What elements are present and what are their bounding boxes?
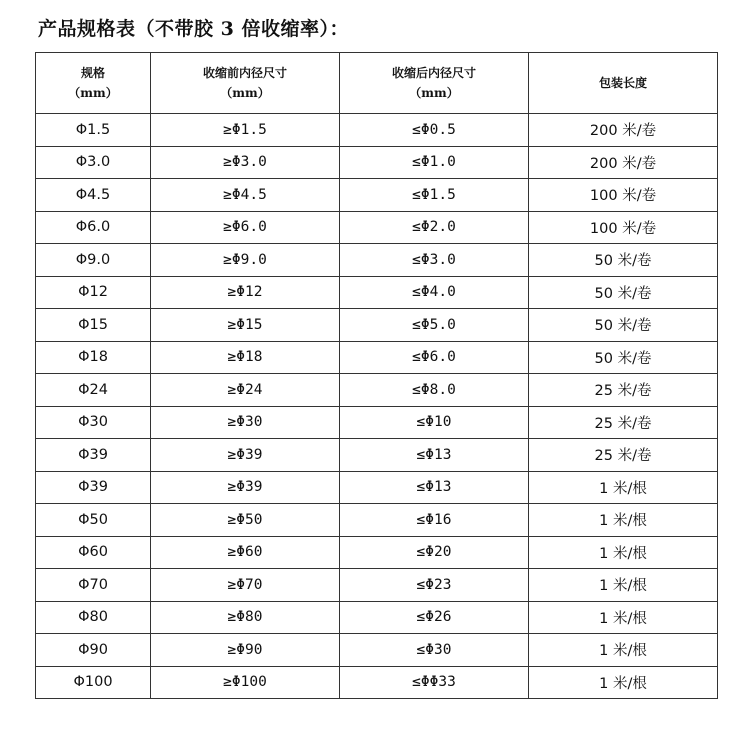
pack-length-cell: 200 米/卷 (529, 146, 718, 179)
header-spec-label: 规格 (80, 66, 105, 80)
header-before (151, 53, 340, 114)
before-size-cell: ≥Φ100 (151, 666, 340, 699)
header-after-label: 收缩后内径尺寸 (391, 66, 476, 80)
before-size-cell: ≥Φ6.0 (151, 211, 340, 244)
after-size-cell: ≤Φ10 (340, 406, 529, 439)
spec-cell: Φ24 (36, 374, 151, 407)
after-size-cell: ≤Φ13 (340, 471, 529, 504)
spec-table (35, 52, 718, 699)
before-size-cell: ≥Φ39 (151, 439, 340, 472)
pack-length-cell: 1 米/根 (529, 471, 718, 504)
pack-length-cell: 1 米/根 (529, 536, 718, 569)
table-row (36, 146, 718, 179)
after-size-cell: ≤Φ8.0 (340, 374, 529, 407)
table-row (36, 341, 718, 374)
pack-length-cell: 1 米/根 (529, 504, 718, 537)
after-size-cell: ≤ΦΦ33 (340, 666, 529, 699)
after-size-cell: ≤Φ5.0 (340, 309, 529, 342)
pack-length-cell: 50 米/卷 (529, 276, 718, 309)
before-size-cell: ≥Φ24 (151, 374, 340, 407)
after-size-cell: ≤Φ20 (340, 536, 529, 569)
table-row (36, 536, 718, 569)
pack-length-cell: 200 米/卷 (529, 114, 718, 147)
spec-cell: Φ1.5 (36, 114, 151, 147)
page-title: 产品规格表（不带胶 3 倍收缩率）： (38, 18, 349, 40)
after-size-cell: ≤Φ23 (340, 569, 529, 602)
spec-cell: Φ80 (36, 601, 151, 634)
table-row (36, 114, 718, 147)
after-size-cell: ≤Φ4.0 (340, 276, 529, 309)
spec-cell: Φ15 (36, 309, 151, 342)
table-row (36, 374, 718, 407)
header-before-label: 收缩前内径尺寸 (202, 66, 287, 80)
spec-cell: Φ90 (36, 634, 151, 667)
after-size-cell: ≤Φ0.5 (340, 114, 529, 147)
before-size-cell: ≥Φ18 (151, 341, 340, 374)
spec-cell: Φ60 (36, 536, 151, 569)
header-after-unit: （mm） (409, 86, 459, 100)
table-row (36, 471, 718, 504)
table-row (36, 276, 718, 309)
before-size-cell: ≥Φ3.0 (151, 146, 340, 179)
after-size-cell: ≤Φ1.0 (340, 146, 529, 179)
pack-length-cell: 25 米/卷 (529, 406, 718, 439)
spec-cell: Φ50 (36, 504, 151, 537)
spec-cell: Φ4.5 (36, 179, 151, 212)
after-size-cell: ≤Φ16 (340, 504, 529, 537)
pack-length-cell: 1 米/根 (529, 569, 718, 602)
pack-length-cell: 1 米/根 (529, 666, 718, 699)
header-pack (529, 53, 718, 114)
header-spec (36, 53, 151, 114)
spec-cell: Φ12 (36, 276, 151, 309)
header-before-unit: （mm） (220, 86, 270, 100)
table-row (36, 211, 718, 244)
after-size-cell: ≤Φ2.0 (340, 211, 529, 244)
spec-cell: Φ100 (36, 666, 151, 699)
before-size-cell: ≥Φ90 (151, 634, 340, 667)
spec-cell: Φ18 (36, 341, 151, 374)
table-row (36, 601, 718, 634)
table-row (36, 309, 718, 342)
header-pack-label: 包装长度 (598, 76, 647, 90)
table-row (36, 569, 718, 602)
spec-cell: Φ70 (36, 569, 151, 602)
table-row (36, 504, 718, 537)
after-size-cell: ≤Φ3.0 (340, 244, 529, 277)
spec-cell: Φ6.0 (36, 211, 151, 244)
table-row (36, 179, 718, 212)
table-row (36, 634, 718, 667)
before-size-cell: ≥Φ12 (151, 276, 340, 309)
after-size-cell: ≤Φ1.5 (340, 179, 529, 212)
header-spec-unit: （mm） (68, 86, 118, 100)
table-row (36, 439, 718, 472)
pack-length-cell: 50 米/卷 (529, 309, 718, 342)
pack-length-cell: 100 米/卷 (529, 211, 718, 244)
before-size-cell: ≥Φ39 (151, 471, 340, 504)
spec-cell: Φ39 (36, 471, 151, 504)
table-row (36, 244, 718, 277)
spec-cell: Φ39 (36, 439, 151, 472)
before-size-cell: ≥Φ50 (151, 504, 340, 537)
pack-length-cell: 25 米/卷 (529, 439, 718, 472)
after-size-cell: ≤Φ26 (340, 601, 529, 634)
before-size-cell: ≥Φ15 (151, 309, 340, 342)
spec-cell: Φ9.0 (36, 244, 151, 277)
pack-length-cell: 1 米/根 (529, 601, 718, 634)
before-size-cell: ≥Φ1.5 (151, 114, 340, 147)
before-size-cell: ≥Φ60 (151, 536, 340, 569)
before-size-cell: ≥Φ80 (151, 601, 340, 634)
header-after (340, 53, 529, 114)
pack-length-cell: 25 米/卷 (529, 374, 718, 407)
pack-length-cell: 50 米/卷 (529, 244, 718, 277)
table-row (36, 666, 718, 699)
spec-cell: Φ30 (36, 406, 151, 439)
pack-length-cell: 1 米/根 (529, 634, 718, 667)
table-header-row (36, 53, 718, 114)
after-size-cell: ≤Φ13 (340, 439, 529, 472)
after-size-cell: ≤Φ30 (340, 634, 529, 667)
pack-length-cell: 100 米/卷 (529, 179, 718, 212)
spec-cell: Φ3.0 (36, 146, 151, 179)
before-size-cell: ≥Φ70 (151, 569, 340, 602)
pack-length-cell: 50 米/卷 (529, 341, 718, 374)
table-row (36, 406, 718, 439)
before-size-cell: ≥Φ30 (151, 406, 340, 439)
before-size-cell: ≥Φ9.0 (151, 244, 340, 277)
before-size-cell: ≥Φ4.5 (151, 179, 340, 212)
after-size-cell: ≤Φ6.0 (340, 341, 529, 374)
